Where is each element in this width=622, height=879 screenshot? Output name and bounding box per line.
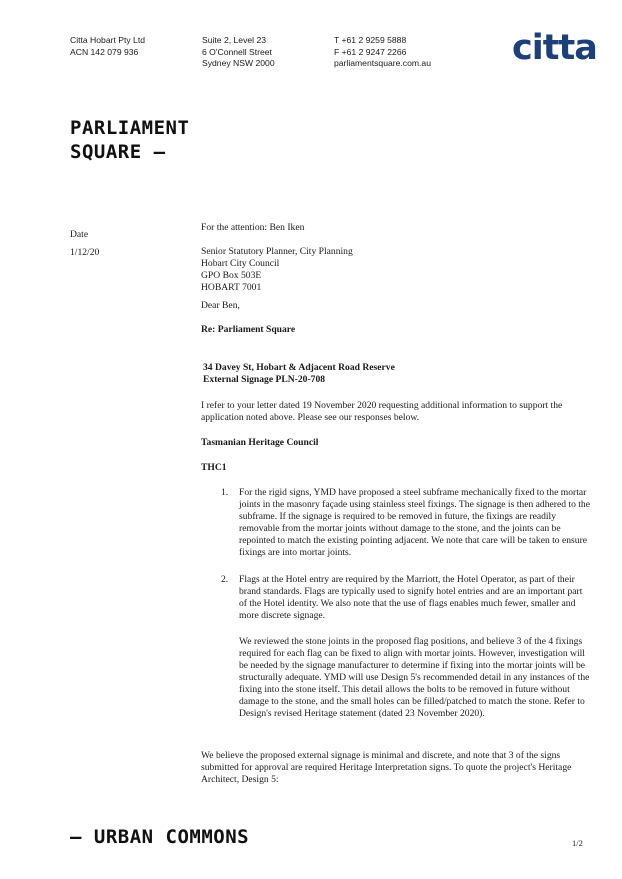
item-number: 2.	[221, 574, 229, 585]
subject-line: External Signage PLN-20-708	[203, 374, 326, 385]
date-label: Date	[70, 229, 89, 240]
subsection-heading: THC1	[201, 462, 227, 473]
address-line: Suite 2, Level 23	[202, 35, 267, 45]
brand-line: SQUARE —	[70, 140, 166, 163]
company-address	[202, 35, 275, 70]
re-line: Re: Parliament Square	[201, 324, 296, 335]
page-number: 1/2	[572, 838, 583, 848]
item-number: 1.	[221, 487, 229, 498]
urban-commons-brand: — URBAN COMMONS	[70, 826, 250, 848]
parliament-square-brand	[70, 117, 189, 164]
intro-paragraph: I refer to your letter dated 19 November 2020 requesting additional information to support the application noted above. Please see our responses below.	[201, 400, 563, 423]
address-line: 6 O'Connell Street	[202, 46, 272, 57]
recipient-line: Senior Statutory Planner, City Planning	[201, 246, 353, 257]
salutation: Dear Ben,	[201, 300, 240, 311]
website: parliamentsquare.com.au	[334, 58, 431, 69]
item-text: For the rigid signs, YMD have proposed a steel subframe mechanically fixed to the mortar joints in the masonry façade using stainless steel fixings. The signage is then adhered to the subframe. If the signage is required to be removed in future, the fixings are readily removable from the mortar joints without damage to the stone, and the joints can be repointed to match the existing pointing adjacent. We note that care will be taken to ensure fixings are into mortar joints.	[239, 487, 590, 558]
phone: T +61 2 9259 5888	[334, 35, 407, 45]
company-info	[70, 35, 145, 58]
closing-paragraph: We believe the proposed external signage is minimal and discrete, and note that 3 of the signs submitted for approval are required Heritage Interpretation signs. To quote the project's Heritage Architect, Design 5:	[201, 750, 572, 785]
fax: F +61 2 9247 2266	[334, 46, 407, 57]
recipient-block	[201, 246, 593, 294]
section-heading: Tasmanian Heritage Council	[201, 437, 319, 448]
address-line: Sydney NSW 2000	[202, 58, 275, 69]
subject-block	[203, 362, 595, 386]
recipient-line: Hobart City Council	[201, 258, 280, 269]
company-acn: ACN 142 079 936	[70, 46, 139, 57]
company-contact	[334, 35, 431, 70]
attention-line: For the attention: Ben Iken	[201, 222, 305, 233]
recipient-line: HOBART 7001	[201, 282, 262, 293]
item-text: Flags at the Hotel entry are required by the Marriott, the Hotel Operator, as part of their brand standards. Flags are typically used to signify hotel entries and are an important part of the Hotel identity. We also note that the use of flags enables much fewer, smaller and more discrete signage.	[239, 574, 583, 621]
item-text-continued: We reviewed the stone joints in the proposed flag positions, and believe 3 of the 4 fixings required for each flag can be fixed to align with mortar joints. However, investigation will be needed by the signage manufacturer to determine if fixing into the mortar joints will be structurally adequate. YMD will use Design 5's recommended detail in any instances of the fixing into the stone itself. This detail allows the bolts to be removed in future without damage to the stone, and the small holes can be filled/patched to match the stone. Refer to Design's revised Heritage statement (dated 23 November 2020).	[239, 636, 590, 719]
date-value: 1/12/20	[70, 247, 100, 258]
company-name: Citta Hobart Pty Ltd	[70, 35, 145, 45]
recipient-line: GPO Box 503E	[201, 270, 262, 281]
citta-logo: citta	[512, 28, 597, 68]
subject-line: 34 Davey St, Hobart & Adjacent Road Reserve	[203, 362, 395, 373]
brand-line: PARLIAMENT	[70, 117, 190, 139]
